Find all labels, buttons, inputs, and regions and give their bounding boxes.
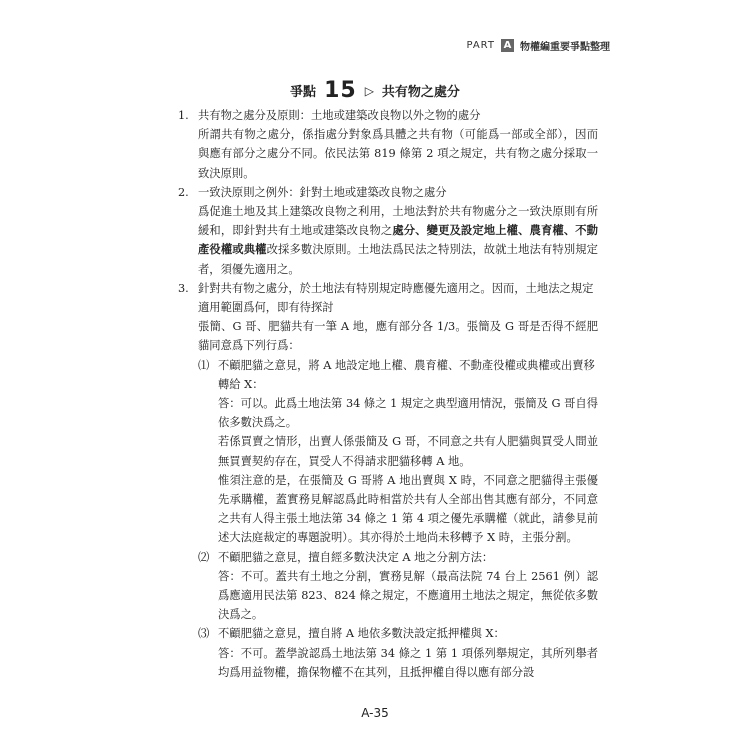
section-label: 爭點	[290, 85, 317, 100]
header-title: 物權編重要爭點整理	[520, 41, 610, 53]
sub-item-question: 不顧肥貓之意見，將 A 地設定地上權、農育權、不動產役權或典權或出賣移轉給 X：	[218, 358, 595, 391]
sub-item-3	[178, 624, 598, 643]
section-number: 15	[324, 78, 357, 103]
item-heading: 一致決原則之例外：針對土地或建築改良物之處分	[198, 185, 447, 199]
body-emphasis: 處分、變更及設定地上權、農育權、不動產役權或典權	[198, 223, 598, 257]
item-3-heading	[178, 279, 598, 317]
sub-item-number: ⑵	[198, 550, 210, 564]
answer-paragraph: 若係買賣之情形，出賣人係張簡及 G 哥，不同意之共有人肥貓與買受人間並無買賣契約存在，買受人不得請求肥貓移轉 A 地。	[218, 435, 598, 468]
running-header	[466, 38, 610, 52]
item-1-body: 所謂共有物之處分，係指處分對象爲具體之共有物（可能爲一部或全部），因而與應有部分之處分不同。依民法第 819 條第 2 項之規定，共有物之處分採取一致決原則。	[198, 128, 598, 180]
arrow-icon: ▷	[364, 83, 374, 98]
item-2-heading	[178, 183, 598, 202]
item-1-heading	[178, 106, 598, 125]
header-part-letter: A	[501, 39, 514, 52]
item-heading: 共有物之處分及原則：土地或建築改良物以外之物的處分	[198, 109, 481, 122]
body-text: 爲促進土地及其上建築改良物之利用，土地法對於共有物處分之一致決原則有所緩和，即針對共有土地或建築改良物之	[198, 205, 598, 238]
sub-item-number: ⑶	[198, 627, 210, 641]
answer-paragraph: 答：可以。此爲土地法第 34 條之 1 規定之典型適用情況，張簡及 G 哥自得依多數決爲之。	[218, 397, 598, 430]
section-heading: 共有物之處分	[381, 85, 460, 100]
header-part-label: PART	[466, 39, 495, 51]
item-number: 2.	[178, 185, 189, 199]
page-number: A-35	[361, 706, 389, 720]
answer-paragraph: 惟須注意的是，在張簡及 G 哥將 A 地出賣與 X 時，不同意之肥貓得主張優先承購權，蓋實務見解認爲此時相當於共有人全部出售其應有部分，不同意之共有人得主張土地法第 34 條之 1 第 4 項之優先承購權（就此，請參見前述大法庭裁定的專題說明）。其亦得於土地尚未移轉予 X 時，主張分割。	[218, 473, 598, 545]
sub-item-1	[178, 356, 598, 394]
sub-item-number: ⑴	[198, 358, 210, 372]
body-text: 改採多數決原則。土地法爲民法之特別法，故就土地法有特別規定者，須優先適用之。	[198, 243, 598, 276]
sub-item-2	[178, 548, 598, 567]
section-title	[0, 78, 750, 103]
item-2-body	[178, 202, 598, 279]
item-number: 3.	[178, 281, 189, 295]
answer-paragraph: 答：不可。蓋學說認爲土地法第 34 條之 1 第 1 項係列舉規定，其所列舉者均爲用益物權，擔保物權不在其列，且抵押權自得以應有部分設	[218, 646, 598, 679]
sub-item-question: 不顧肥貓之意見，擅自將 A 地依多數決設定抵押權與 X：	[218, 627, 505, 641]
item-heading: 針對共有物之處分，於土地法有特別規定時應優先適用之。因而，土地法之規定適用範圍爲何，即有待探討	[198, 281, 594, 315]
item-number: 1.	[178, 109, 189, 122]
main-content	[178, 106, 598, 682]
sub-item-question: 不顧肥貓之意見，擅自經多數決決定 A 地之分割方法：	[218, 550, 494, 564]
answer-paragraph: 答：不可。蓋共有土地之分割，實務見解（最高法院 74 台上 2561 例）認爲應適用民法第 823、824 條之規定，不應適用土地法之規定，無從依多數決爲之。	[218, 569, 598, 622]
item-3-body: 張簡、G 哥、肥貓共有一筆 A 地，應有部分各 1/3。張簡及 G 哥是否得不經肥貓同意爲下列行爲：	[198, 320, 598, 353]
